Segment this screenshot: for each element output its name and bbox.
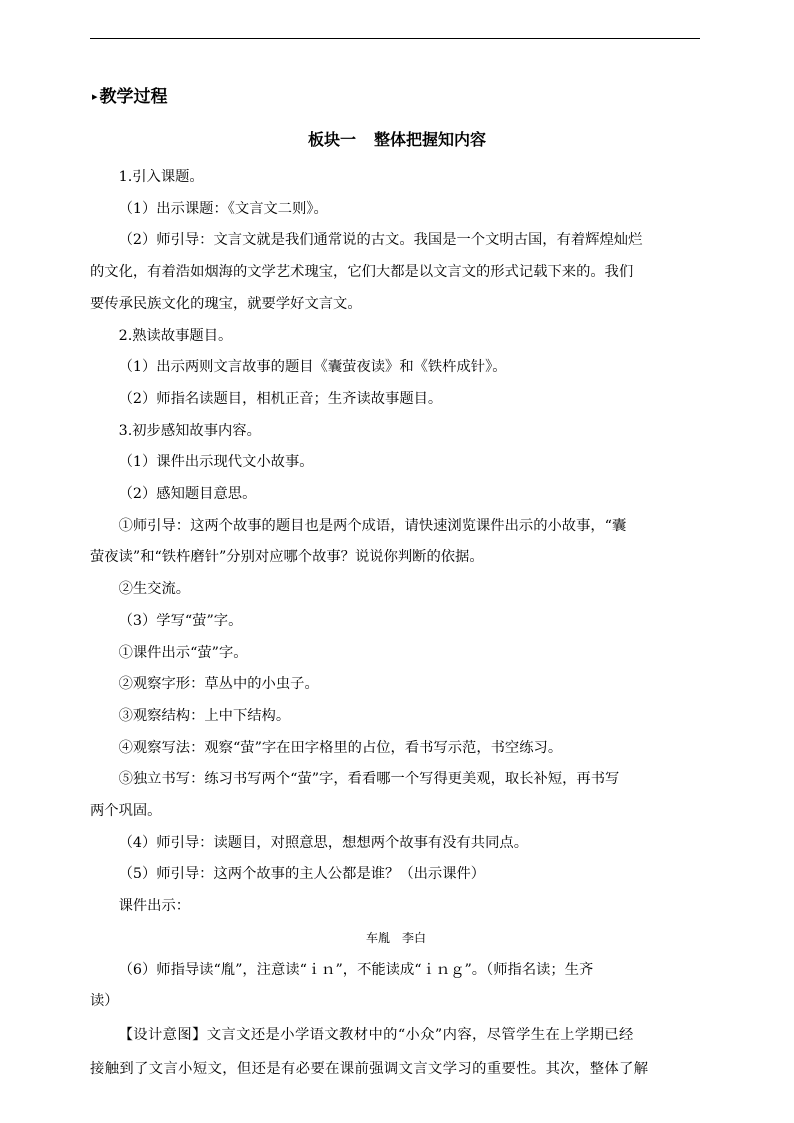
paragraph-line: （5）师引导：这两个故事的主人公都是谁？（出示课件） xyxy=(118,866,486,883)
paragraph-line: （1）出示课题：《文言文二则》。 xyxy=(118,200,328,217)
paragraph-line: 1.引入课题。 xyxy=(118,169,204,185)
paragraph-line: （6）师指导读“胤”，注意读“ｉｎ”，不能读成“ｉｎｇ”。（师指名读；生齐 xyxy=(118,961,594,978)
lesson-body xyxy=(90,162,702,1086)
module-label: 板块一 xyxy=(307,130,356,149)
module-heading xyxy=(0,127,794,153)
paragraph-line: （2）感知题目意思。 xyxy=(118,486,257,503)
section-title: 教学过程 xyxy=(99,87,168,107)
paragraph-line: （1）出示两则文言故事的题目《囊萤夜读》和《铁杵成针》。 xyxy=(118,359,507,376)
paragraph-line: 3.初步感知故事内容。 xyxy=(118,422,261,439)
paragraph-line: 课件出示： xyxy=(118,898,191,915)
paragraph-line: 两个巩固。 xyxy=(90,803,162,820)
paragraph-line: （2）师指名读题目，相机正音；生齐读故事题目。 xyxy=(118,390,443,407)
paragraph-line: 的文化，有着浩如烟海的文学艺术瑰宝，它们大都是以文言文的形式记载下来的。我们 xyxy=(90,264,634,281)
paragraph-line: 要传承民族文化的瑰宝，就要学好文言文。 xyxy=(90,295,362,312)
design-intent-line: 【设计意图】文言文还是小学语文教材中的“小众”内容，尽管学生在上学期已经 xyxy=(118,1026,634,1043)
paragraph-line: ①师引导：这两个故事的题目也是两个成语，请快速浏览课件出示的小故事，“囊 xyxy=(118,517,627,534)
courseware-names: 车胤 李白 xyxy=(365,930,426,945)
header-rule xyxy=(90,38,700,39)
paragraph-line: 2.熟读故事题目。 xyxy=(118,327,233,344)
paragraph-line: 读） xyxy=(90,993,119,1010)
paragraph-line: ②生交流。 xyxy=(118,581,191,598)
paragraph-line: （1）课件出示现代文小故事。 xyxy=(118,454,314,471)
paragraph-line: ④观察写法：观察“萤”字在田字格里的占位，看书写示范，书空练习。 xyxy=(118,739,563,756)
paragraph-line: 萤夜读”和“铁杵磨针”分别对应哪个故事？说说你判断的依据。 xyxy=(90,549,484,566)
module-title: 整体把握知内容 xyxy=(374,130,487,149)
paragraph-line: ②观察字形：草丛中的小虫子。 xyxy=(118,676,319,693)
paragraph-line: （4）师引导：读题目，对照意思，想想两个故事有没有共同点。 xyxy=(118,834,528,851)
paragraph-line: ⑤独立书写：练习书写两个“萤”字，看看哪一个写得更美观，取长补短，再书写 xyxy=(118,771,620,788)
design-intent-line: 接触到了文言小短文，但还是有必要在课前强调文言文学习的重要性。其次，整体了解 xyxy=(90,1060,649,1077)
paragraph-line: （2）师引导：文言文就是我们通常说的古文。我国是一个文明古国，有着辉煌灿烂 xyxy=(118,232,643,249)
section-heading xyxy=(92,84,168,110)
triangle-bullet-icon: ▸ xyxy=(92,90,98,103)
paragraph-line: （3）学写“萤”字。 xyxy=(118,612,243,629)
paragraph-line: ①课件出示“萤”字。 xyxy=(118,644,248,661)
paragraph-line: ③观察结构：上中下结构。 xyxy=(118,707,291,724)
